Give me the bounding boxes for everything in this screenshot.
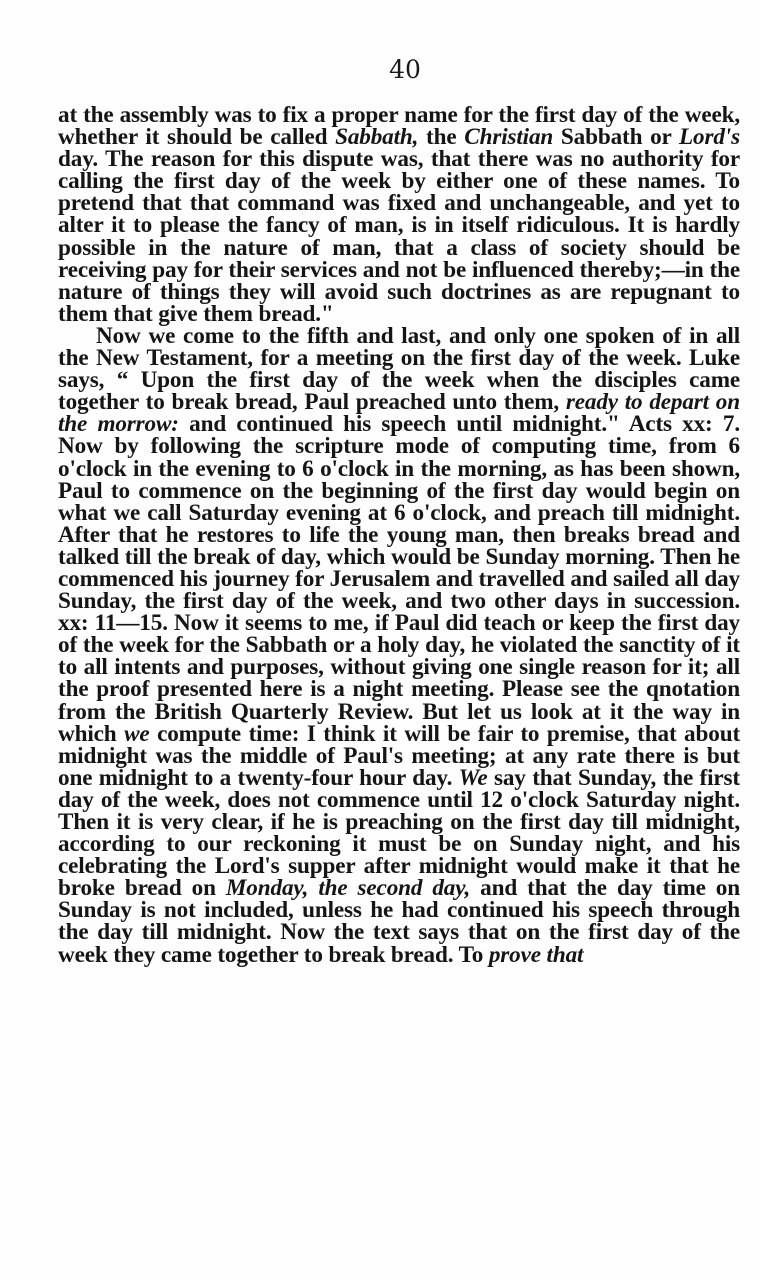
italic-span: Monday, the second day, — [225, 875, 471, 902]
text-span: and that the day time on Sunday is not included, unless he had continued his speech through the day till midnight. Now the text says that on the first day of the week they came together to break bread. To — [58, 875, 740, 968]
italic-span: ready to depart on the morrow: — [58, 389, 740, 438]
italic-span: We — [458, 764, 488, 791]
text-span: at the assembly was to fix a proper name for the first day of the week, whether it should be called — [58, 102, 740, 151]
text-span: Sabbath or — [553, 124, 680, 151]
text-span: compute time: I think it will be fair to premise, that about midnight was the middle of Paul's meeting; at any rate there is but one midnight to a twenty-four hour day. — [58, 720, 741, 791]
italic-span: we — [124, 720, 150, 747]
text-span: and continued his speech until midnight." Acts xx: 7. Now by following the scripture mode of computing time, from 6 o'clock in the evening to 6 o'clock in the morning, as has been shown, Paul to commence on the beginning of the first day would begin on what we call Saturday evening at 6 o'clock, and preach till midnight. After that he restores to life the young man, then breaks bread and talked till the break of day, which would be Sunday morning. Then he commenced his journey for Jerusalem and travelled and sailed all day Sunday, the first day of the week, and two other days in succession. xx: 11—15. Now it seems to me, if Paul did teach or keep the first day of the week for the Sabbath or a holy day, he violated the sanctity of it to all intents and purposes, without giving one single reason for it; all the proof presented here is a night meeting. Please see the qnotation from the British Quarterly Review. But let us look at it the way in which — [58, 411, 740, 747]
text-span: the — [418, 124, 465, 151]
italic-span: prove that — [488, 941, 584, 968]
body-text — [58, 104, 740, 966]
paragraph-2 — [58, 322, 741, 968]
italic-span: Sabbath, — [335, 124, 419, 151]
text-span: day. The reason for this dispute was, that there was no authority for calling the first day of the week by either one of these names. To pretend that that command was fixed and unchangeable, and yet to alter it to please the fancy of man, is in itself ridiculous. It is hardly possible in the nature of man, that a class of society should be receiving pay for their services and not be influenced thereby;—in the nature of things they will avoid such doctrines as are repugnant to them that give them bread." — [58, 146, 740, 327]
text-span: say that Sunday, the first day of the week, does not commence until 12 o'clock Saturday night. Then it is very clear, if he is preaching on the first day till midnight, according to our reckoning it must be on Sunday night, and his celebrating the Lord's supper after midnight would make it that he broke bread on — [58, 764, 740, 902]
paragraph-1 — [58, 104, 740, 325]
italic-span: Lord's — [679, 124, 740, 151]
text-span: Now we come to the fifth and last, and only one spoken of in all the New Testament, for a meeting on the first day of the week. Luke says, “ Upon the first day of the week when the disciples came together to break bread, Paul preached unto them, — [58, 322, 740, 416]
italic-span: Christian — [464, 124, 554, 151]
page-number: 40 — [389, 55, 421, 84]
